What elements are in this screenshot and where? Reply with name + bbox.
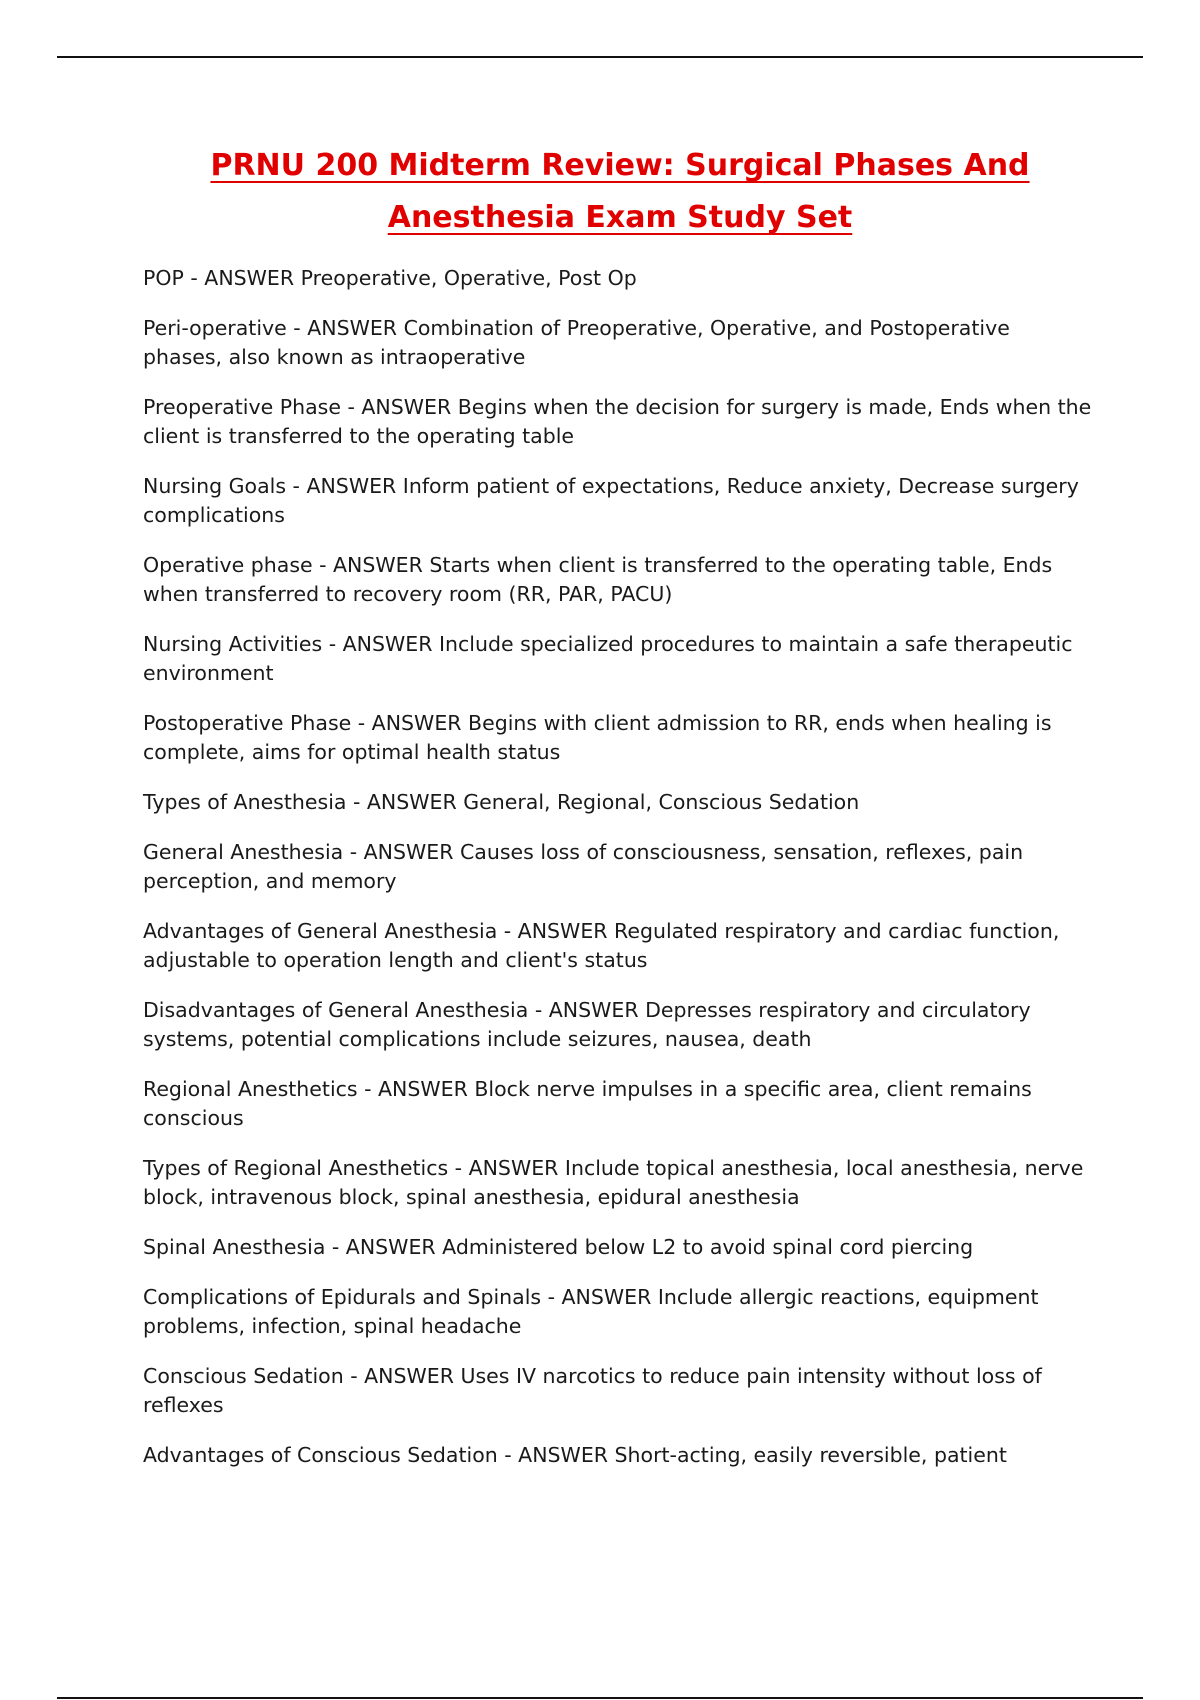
qa-item: Advantages of Conscious Sedation - ANSWER Short-acting, easily reversible, patient <box>143 1443 1007 1467</box>
qa-item: Peri-operative - ANSWER Combination of Preoperative, Operative, and Postoperative phases, also known as intraoperative <box>143 316 1010 369</box>
document-title <box>140 140 1100 244</box>
qa-item: General Anesthesia - ANSWER Causes loss of consciousness, sensation, reflexes, pain perception, and memory <box>143 840 1024 893</box>
qa-item: Nursing Activities - ANSWER Include specialized procedures to maintain a safe therapeutic environment <box>143 632 1073 685</box>
qa-item: Regional Anesthetics - ANSWER Block nerve impulses in a specific area, client remains conscious <box>143 1077 1032 1130</box>
qa-item: Spinal Anesthesia - ANSWER Administered below L2 to avoid spinal cord piercing <box>143 1235 974 1259</box>
qa-item: Postoperative Phase - ANSWER Begins with client admission to RR, ends when healing is complete, aims for optimal health status <box>143 711 1052 764</box>
footer-rule <box>57 1697 1143 1699</box>
title-line-1: PRNU 200 Midterm Review: Surgical Phases And <box>210 148 1030 183</box>
title-line-2: Anesthesia Exam Study Set <box>387 200 853 235</box>
qa-item: Disadvantages of General Anesthesia - ANSWER Depresses respiratory and circulatory systems, potential complications include seizures, nausea, death <box>143 998 1031 1051</box>
qa-item: Types of Regional Anesthetics - ANSWER Include topical anesthesia, local anesthesia, nerve block, intravenous block, spinal anesthesia, epidural anesthesia <box>143 1156 1084 1209</box>
qa-item: Types of Anesthesia - ANSWER General, Regional, Conscious Sedation <box>143 790 860 814</box>
qa-item: Nursing Goals - ANSWER Inform patient of expectations, Reduce anxiety, Decrease surgery complications <box>143 474 1079 527</box>
qa-item: Operative phase - ANSWER Starts when client is transferred to the operating table, Ends when transferred to recovery room (RR, PAR, PACU) <box>143 553 1053 606</box>
qa-item: Preoperative Phase - ANSWER Begins when the decision for surgery is made, Ends when the client is transferred to the operating table <box>143 395 1092 448</box>
qa-item: Advantages of General Anesthesia - ANSWER Regulated respiratory and cardiac function, adjustable to operation length and client's status <box>143 919 1060 972</box>
qa-list <box>143 264 1093 1491</box>
qa-item: Complications of Epidurals and Spinals - ANSWER Include allergic reactions, equipment problems, infection, spinal headache <box>143 1285 1039 1338</box>
qa-item: Conscious Sedation - ANSWER Uses IV narcotics to reduce pain intensity without loss of reflexes <box>143 1364 1042 1417</box>
qa-item: POP - ANSWER Preoperative, Operative, Post Op <box>143 266 637 290</box>
header-rule <box>57 56 1143 58</box>
